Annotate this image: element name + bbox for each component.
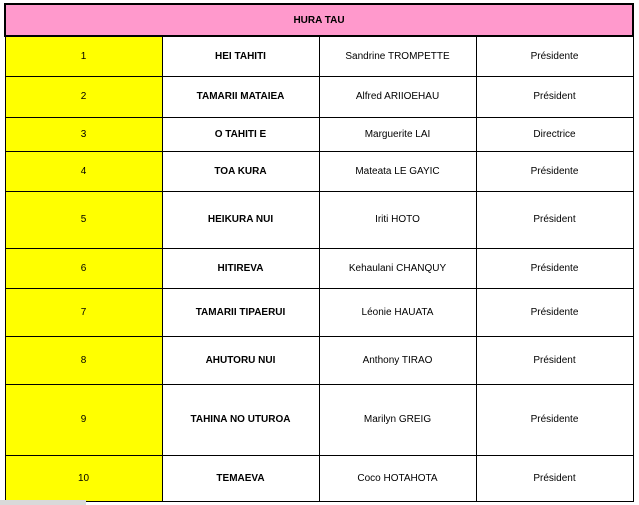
header-row bbox=[5, 4, 633, 36]
club-name: HEI TAHITI bbox=[162, 36, 319, 76]
person-name: Marilyn GREIG bbox=[319, 384, 476, 455]
row-number: 5 bbox=[5, 191, 162, 248]
table-row bbox=[5, 151, 633, 191]
table-row bbox=[5, 76, 633, 117]
spreadsheet-table-container bbox=[4, 3, 634, 502]
person-name: Anthony TIRAO bbox=[319, 336, 476, 384]
row-number: 10 bbox=[5, 455, 162, 501]
row-number: 1 bbox=[5, 36, 162, 76]
row-number: 2 bbox=[5, 76, 162, 117]
table-title: HURA TAU bbox=[5, 4, 633, 36]
row-number: 3 bbox=[5, 117, 162, 151]
club-name: TEMAEVA bbox=[162, 455, 319, 501]
table-row bbox=[5, 288, 633, 336]
person-name: Kehaulani CHANQUY bbox=[319, 248, 476, 288]
club-name: AHUTORU NUI bbox=[162, 336, 319, 384]
role: Présidente bbox=[476, 248, 633, 288]
role: Président bbox=[476, 76, 633, 117]
person-name: Alfred ARIIOEHAU bbox=[319, 76, 476, 117]
table-row bbox=[5, 117, 633, 151]
role: Présidente bbox=[476, 36, 633, 76]
row-number: 4 bbox=[5, 151, 162, 191]
person-name: Mateata LE GAYIC bbox=[319, 151, 476, 191]
role: Présidente bbox=[476, 151, 633, 191]
club-name: TAMARII TIPAERUI bbox=[162, 288, 319, 336]
person-name: Coco HOTAHOTA bbox=[319, 455, 476, 501]
table-row bbox=[5, 248, 633, 288]
table-row bbox=[5, 336, 633, 384]
club-name: TAMARII MATAIEA bbox=[162, 76, 319, 117]
table-row bbox=[5, 191, 633, 248]
row-number: 8 bbox=[5, 336, 162, 384]
row-number: 9 bbox=[5, 384, 162, 455]
club-name: O TAHITI E bbox=[162, 117, 319, 151]
table-row bbox=[5, 455, 633, 501]
role: Président bbox=[476, 191, 633, 248]
role: Présidente bbox=[476, 384, 633, 455]
club-name: HEIKURA NUI bbox=[162, 191, 319, 248]
person-name: Sandrine TROMPETTE bbox=[319, 36, 476, 76]
role: Présidente bbox=[476, 288, 633, 336]
table-row bbox=[5, 384, 633, 455]
person-name: Marguerite LAI bbox=[319, 117, 476, 151]
club-name: TOA KURA bbox=[162, 151, 319, 191]
hura-tau-table bbox=[4, 3, 634, 502]
row-number: 6 bbox=[5, 248, 162, 288]
club-name: HITIREVA bbox=[162, 248, 319, 288]
role: Président bbox=[476, 455, 633, 501]
table-row bbox=[5, 36, 633, 76]
row-number: 7 bbox=[5, 288, 162, 336]
person-name: Léonie HAUATA bbox=[319, 288, 476, 336]
horizontal-scrollbar[interactable] bbox=[0, 500, 86, 505]
role: Président bbox=[476, 336, 633, 384]
role: Directrice bbox=[476, 117, 633, 151]
club-name: TAHINA NO UTUROA bbox=[162, 384, 319, 455]
person-name: Iriti HOTO bbox=[319, 191, 476, 248]
